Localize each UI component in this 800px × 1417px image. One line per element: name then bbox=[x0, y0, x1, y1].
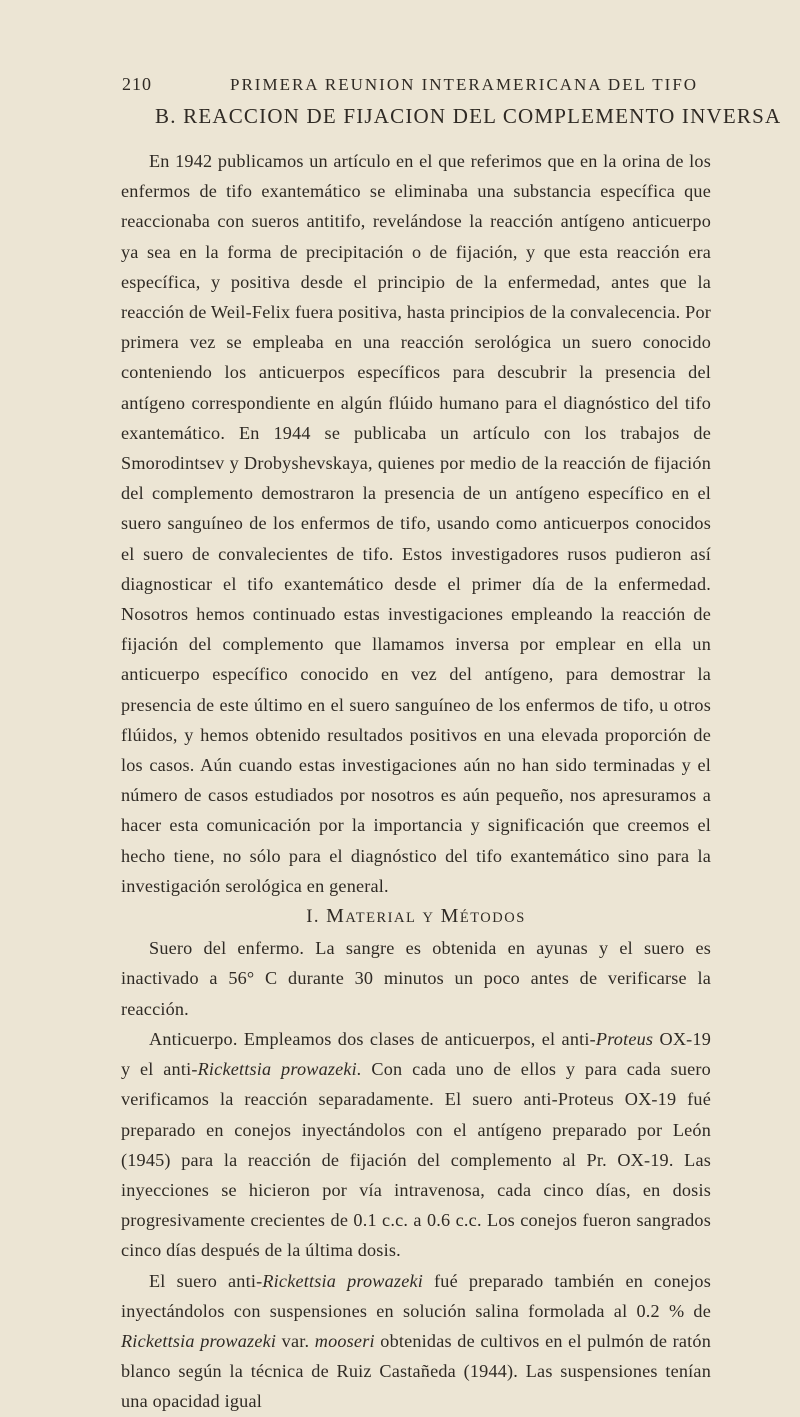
subheading-initial: M bbox=[326, 905, 346, 928]
body-text bbox=[121, 146, 711, 1417]
paragraph-suero-rickettsia: El suero anti-Rickettsia prowazeki fué preparado también en conejos inyectándolos con suspensiones en solución salina formolada al 0.2 % de Rickettsia prowazeki var. mooseri obtenidas de cultivos en el pulmón de ratón blanco según la técnica de Ruiz Castañeda (1944). Las suspensiones tenían una opacidad igual bbox=[121, 1270, 711, 1412]
paragraph-intro: En 1942 publicamos un artículo en el que referimos que en la orina de los enfermos de tifo exantemático se eliminaba una substancia específica que reaccionaba con sueros antitifo, revelándose la reacción antígeno anticuerpo ya sea en la forma de precipitación o de fijación, y que esta reacción era específica, y positiva desde el principio de la enfermedad, antes que la reacción de Weil-Felix fuera positiva, hasta principios de la convalecencia. Por primera vez se empleaba en una reacción serológica un suero conocido conteniendo los anticuerpos específicos para descubrir la presencia del antígeno correspondiente en algún flúido humano para el diagnóstico del tifo exantemático. En 1944 se publicaba un artículo con los trabajos de Smorodintsev y Drobyshevskaya, quienes por medio de la reacción de fijación del complemento demostraron la presencia de un antígeno específico en el suero sanguíneo de los enfermos de tifo, usando como anticuerpos conocidos el suero de convalecientes de tifo. Estos investigadores rusos pudieron así diagnosticar el tifo exantemático desde el primer día de la enfermedad. Nosotros hemos continuado estas investigaciones empleando la reacción de fijación del complemento que llamamos inversa por emplear en ella un anticuerpo específico conocido en vez del antígeno, para demostrar la presencia de este último en el suero sanguíneo de los enfermos de tifo, u otros flúidos, y hemos obtenido resultados positivos en una elevada proporción de los casos. Aún cuando estas investigaciones aún no han sido terminadas y el número de casos estudiados por nosotros es aún pequeño, nos apresuramos a hacer esta comunicación por la importancia y significación que creemos el hecho tiene, no sólo para el diagnóstico del tifo exantemático sino para la investigación serológica en general. bbox=[121, 151, 711, 896]
subheading-numeral: I. bbox=[306, 907, 320, 928]
running-head bbox=[122, 74, 722, 95]
subheading-conjunction: Y bbox=[422, 910, 435, 927]
page-number: 210 bbox=[122, 74, 152, 94]
subheading-initial: M bbox=[440, 905, 460, 928]
section-title: B. REACCION DE FIJACION DEL COMPLEMENTO INVERSA bbox=[155, 104, 782, 128]
paragraph-suero-enfermo: Suero del enfermo. La sangre es obtenida en ayunas y el suero es inactivado a 56° C durante 30 minutos un poco antes de verificarse la reacción. bbox=[121, 938, 711, 1019]
subheading-word: ÉTODOS bbox=[459, 910, 526, 927]
running-title: PRIMERA REUNION INTERAMERICANA DEL TIFO bbox=[230, 75, 699, 94]
subheading-word: ATERIAL bbox=[345, 910, 417, 927]
paragraph-anticuerpo: Anticuerpo. Empleamos dos clases de anticuerpos, el anti-Proteus OX-19 y el anti-Rickettsia prowazeki. Con cada uno de ellos y para cada suero verificamos la reacción separadamente. El suero anti-Proteus OX-19 fué preparado en conejos inyectándolos con el antígeno preparado por León (1945) para la reacción de fijación del complemento al Pr. OX-19. Las inyecciones se hicieron por vía intravenosa, cada cinco días, en dosis progresivamente crecientes de 0.1 c.c. a 0.6 c.c. Los conejos fueron sangrados cinco días después de la última dosis. bbox=[121, 1028, 711, 1261]
subheading-material-metodos bbox=[121, 901, 711, 933]
